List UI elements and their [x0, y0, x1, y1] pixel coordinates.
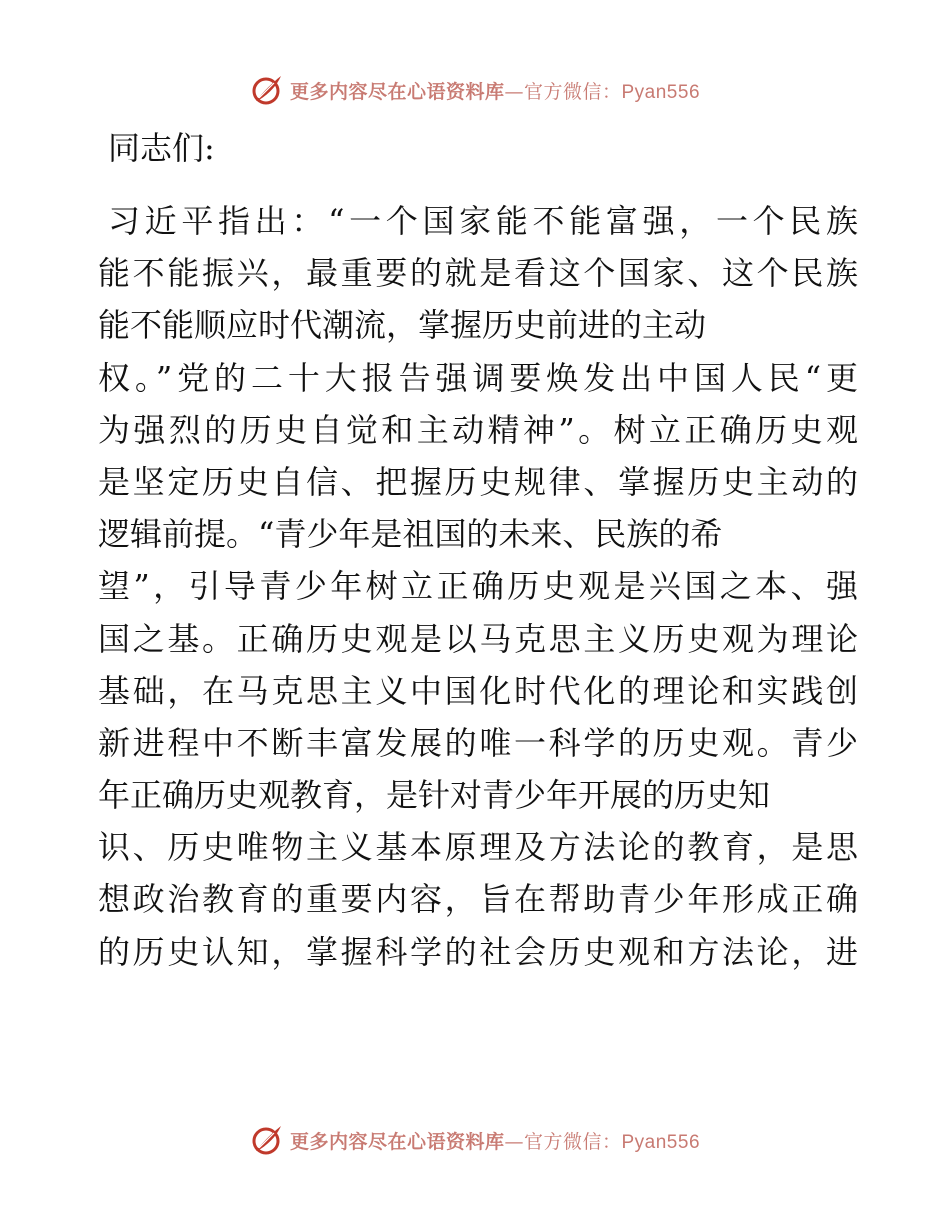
paragraph-line: 国之基。正确历史观是以马克思主义历史观为理论	[98, 619, 858, 658]
watermark-text	[290, 77, 700, 104]
paragraph-line: 是坚定历史自信、把握历史规律、掌握历史主动的	[98, 462, 858, 501]
paragraph-line: 年正确历史观教育，是针对青少年开展的历史知	[98, 776, 771, 815]
footer-watermark	[0, 1120, 950, 1160]
feather-pen-logo-icon	[250, 73, 284, 107]
paragraph-line: 习近平指出：“一个国家能不能富强，一个民族	[108, 202, 858, 240]
paragraph-line: 的历史认知，掌握科学的社会历史观和方法论，进	[98, 932, 858, 971]
header-watermark	[0, 70, 950, 110]
watermark-site: 更多内容尽在心语资料库	[289, 80, 505, 103]
watermark-dash: —	[504, 1130, 524, 1153]
paragraph-line: 能不能顺应时代潮流，掌握历史前进的主动	[98, 306, 707, 345]
watermark-site: 更多内容尽在心语资料库	[289, 1130, 505, 1153]
watermark-label: 官方微信：	[523, 80, 622, 103]
paragraph-line: 识、历史唯物主义基本原理及方法论的教育，是思	[98, 828, 858, 867]
watermark-label: 官方微信：	[523, 1130, 622, 1153]
paragraph-line: 权。”党的二十大报告强调要焕发出中国人民“更	[98, 358, 858, 397]
watermark-wechat-id: Pyan556	[621, 1131, 701, 1153]
paragraph-line: 逻辑前提。“青少年是祖国的未来、民族的希	[98, 515, 723, 554]
greeting: 同志们:	[108, 129, 215, 167]
watermark-wechat-id: Pyan556	[621, 81, 701, 103]
watermark-text	[290, 1127, 700, 1154]
paragraph-line: 新进程中不断丰富发展的唯一科学的历史观。青少	[98, 723, 858, 762]
paragraph-line: 为强烈的历史自觉和主动精神”。树立正确历史观	[98, 410, 858, 449]
paragraph-line: 能不能振兴，最重要的就是看这个国家、这个民族	[98, 254, 858, 293]
watermark-dash: —	[504, 80, 524, 103]
speech-paragraph	[98, 195, 858, 978]
paragraph-line: 望”，引导青少年树立正确历史观是兴国之本、强	[98, 567, 858, 606]
feather-pen-logo-icon	[250, 1123, 284, 1157]
paragraph-line: 想政治教育的重要内容，旨在帮助青少年形成正确	[98, 880, 858, 919]
paragraph-line: 基础，在马克思主义中国化时代化的理论和实践创	[98, 671, 858, 710]
